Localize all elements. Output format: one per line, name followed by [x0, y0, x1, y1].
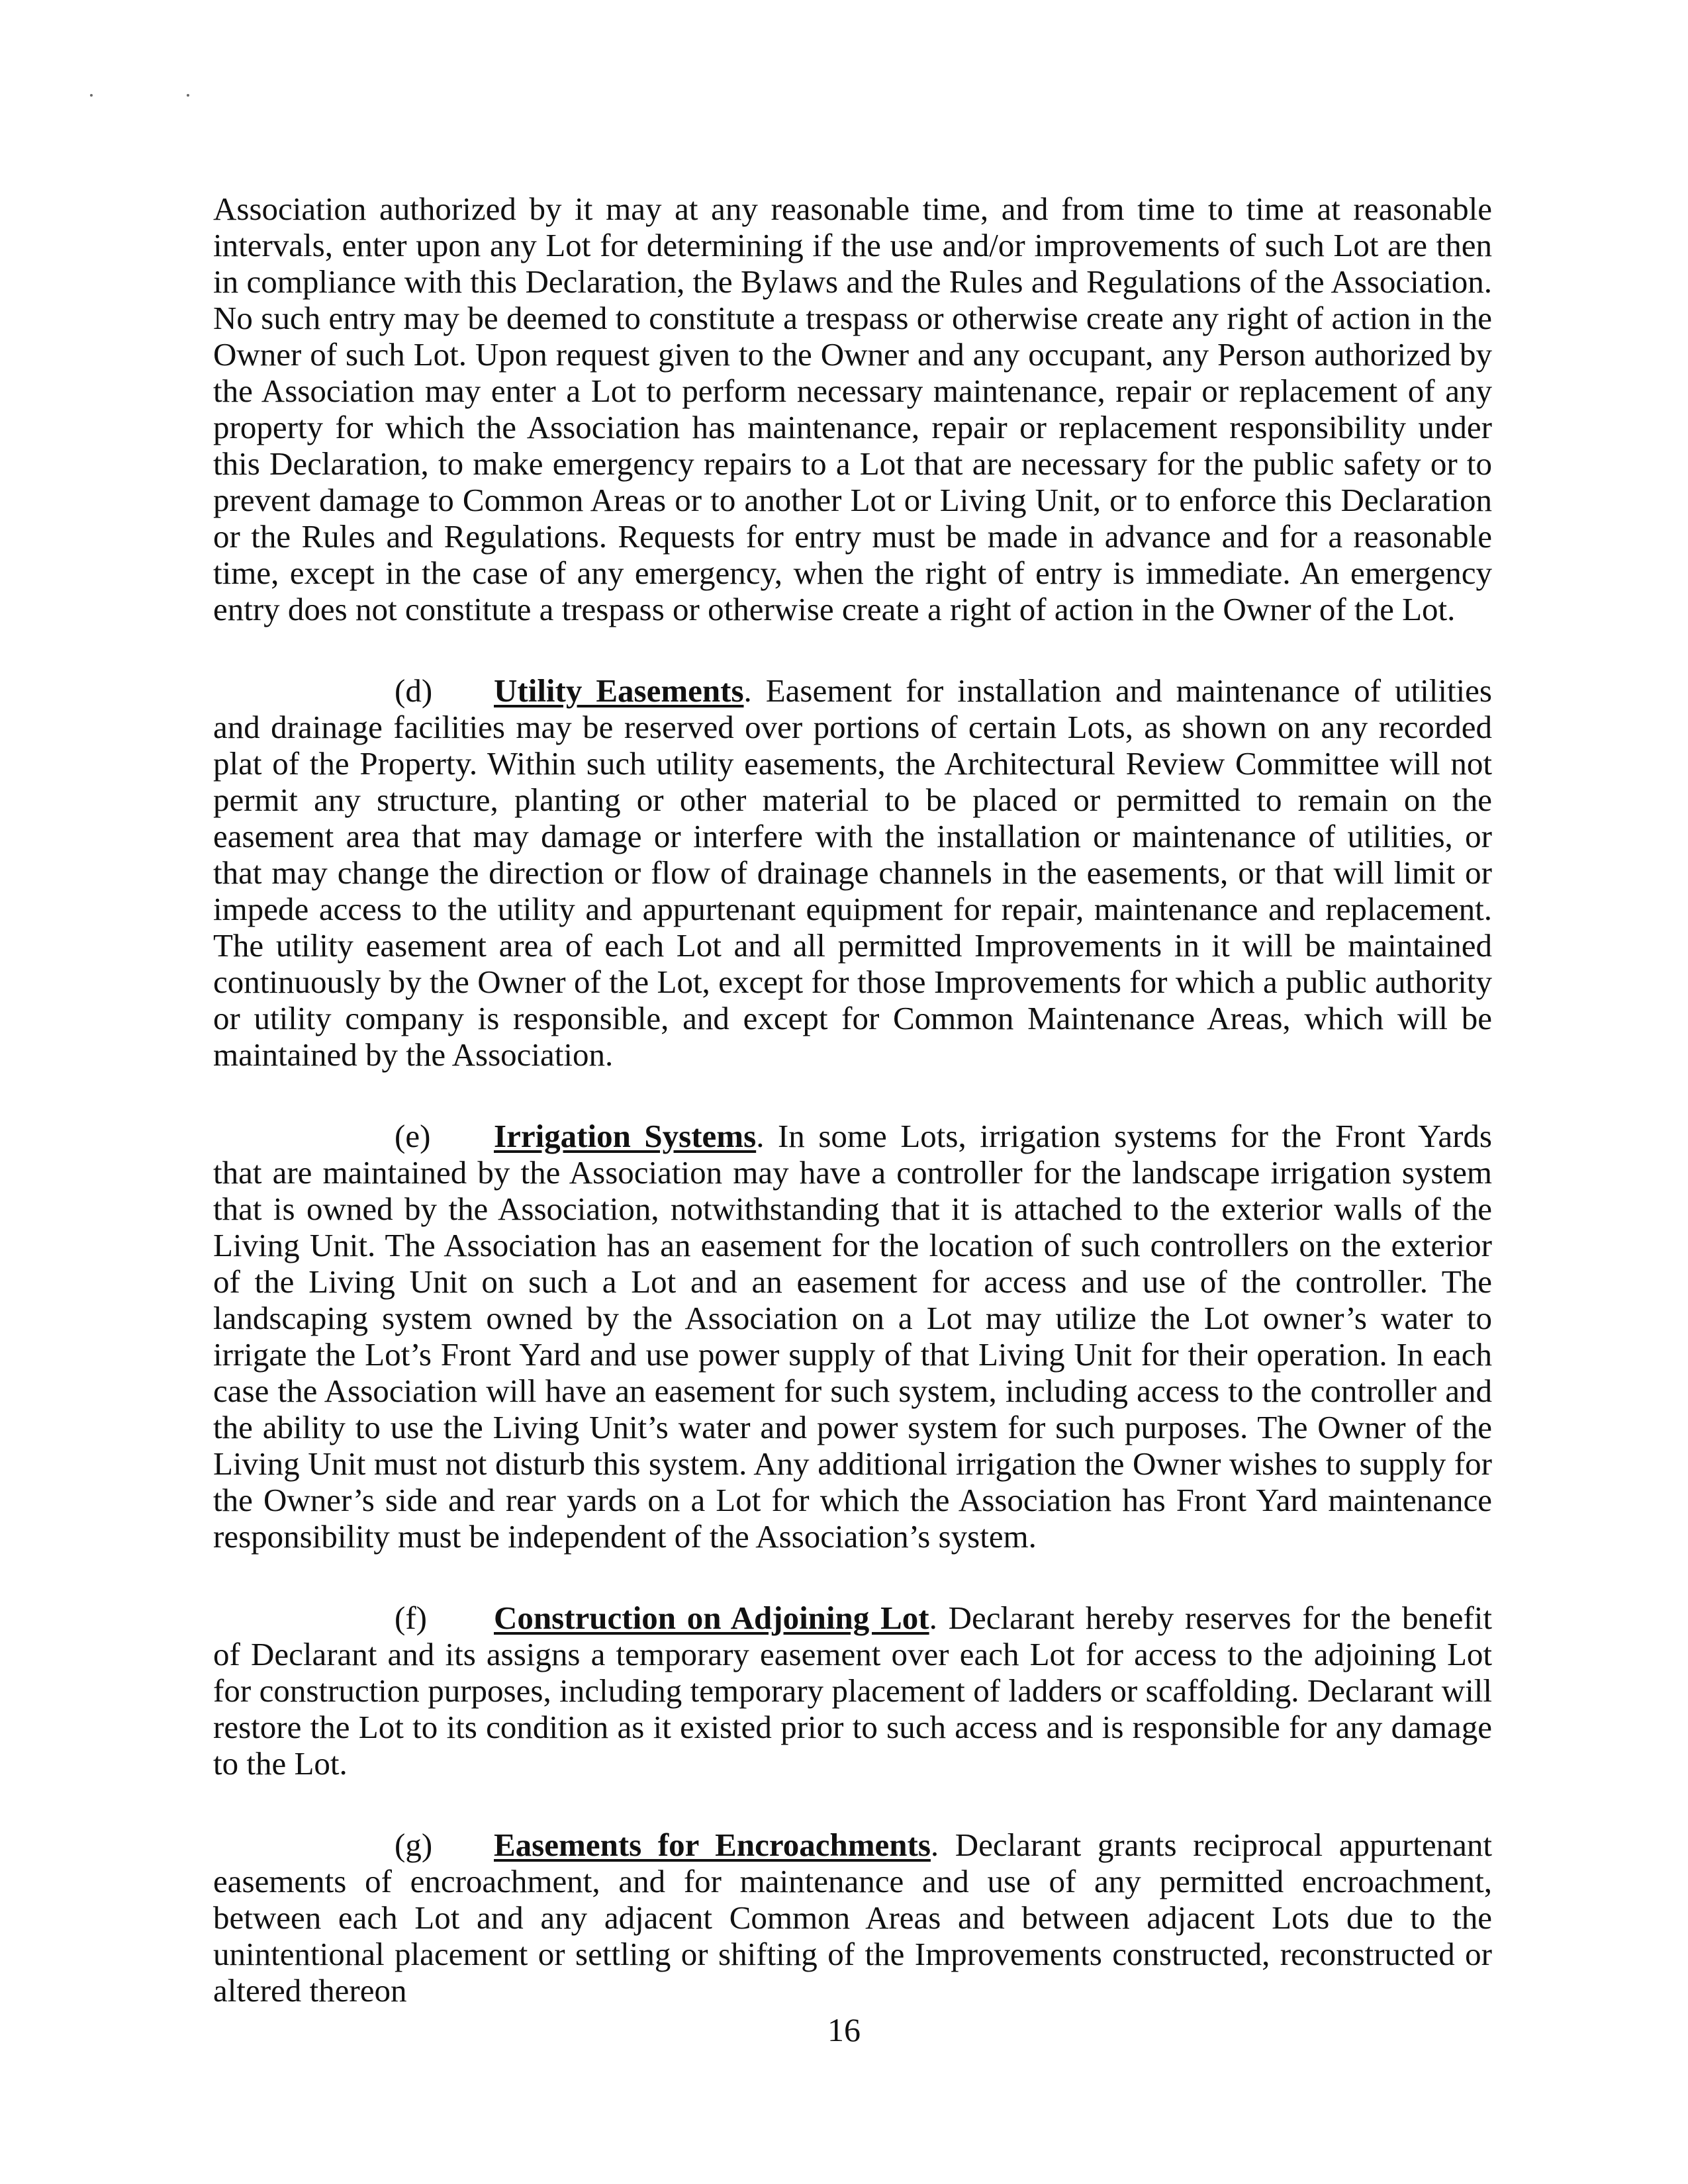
paragraph-association-entry — [213, 191, 1492, 627]
page-number: 16 — [827, 2011, 861, 2048]
section-heading: Construction on Adjoining Lot — [494, 1600, 929, 1636]
paragraph-easements-encroachments — [213, 1827, 1492, 2009]
paragraph-text: . In some Lots, irrigation systems for the Front Yards that are maintained by the Association may have a controller for the landscape irrigation system that is owned by the Association, notwithstanding that it is attached to the exterior walls of the Living Unit. The Association has an easement for the location of such controllers on the exterior of the Living Unit on such a Lot and an easement for access and use of the controller. The landscaping system owned by the Association on a Lot may utilize the Lot owner’s water to irrigate the Lot’s Front Yard and use power supply of that Living Unit for their operation. In each case the Association will have an easement for such system, including access to the controller and the ability to use the Living Unit’s water and power system for such purposes. The Owner of the Living Unit must not disturb this system. Any additional irrigation the Owner wishes to supply for the Owner’s side and rear yards on a Lot for which the Association has Front Yard maintenance responsibility must be independent of the Association’s system. — [213, 1118, 1492, 1555]
paragraph-text: . Declarant hereby reserves for the benefit of Declarant and its assigns a temporary easement over each Lot for access to the adjoining Lot for construction purposes, including temporary placement of ladders or scaffolding. Declarant will restore the Lot to its condition as it existed prior to such access and is responsible for any damage to the Lot. — [213, 1600, 1492, 1782]
document-body — [213, 191, 1492, 2054]
section-marker: (e) — [395, 1118, 431, 1154]
section-marker: (d) — [395, 672, 433, 709]
paragraph-text: . Declarant grants reciprocal appurtenant easements of encroachment, and for maintenance and use of any permitted encroachment, between each Lot and any adjacent Common Areas and between adjacent Lots due to the unintentional placement or settling or shifting of the Improvements constructed, reconstructed or altered thereon — [213, 1827, 1492, 2009]
paragraph-text: . Easement for installation and maintenance of utilities and drainage facilities may be reserved over portions of certain Lots, as shown on any recorded plat of the Property. Within such utility easements, the Architectural Review Committee will not permit any structure, planting or other material to be placed or permitted to remain on the easement area that may damage or interfere with the installation or maintenance of utilities, or that may change the direction or flow of drainage channels in the easements, or that will limit or impede access to the utility and appurtenant equipment for repair, maintenance and replacement. The utility easement area of each Lot and all permitted Improvements in it will be maintained continuously by the Owner of the Lot, except for those Improvements for which a public authority or utility company is responsible, and except for Common Maintenance Areas, which will be maintained by the Association. — [213, 672, 1492, 1073]
section-heading: Easements for Encroachments — [494, 1827, 931, 1863]
section-heading: Irrigation Systems — [494, 1118, 757, 1154]
scan-dot-left — [90, 94, 93, 97]
section-marker: (g) — [395, 1827, 433, 1863]
section-marker: (f) — [395, 1600, 427, 1636]
paragraph-utility-easements — [213, 672, 1492, 1073]
section-heading: Utility Easements — [494, 672, 744, 709]
paragraph-text: Association authorized by it may at any reasonable time, and from time to time at reasonable intervals, enter upon any Lot for determining if the use and/or improvements of such Lot are then in compliance with this Declaration, the Bylaws and the Rules and Regulations of the Association. No such entry may be deemed to constitute a trespass or otherwise create any right of action in the Owner of such Lot. Upon request given to the Owner and any occupant, any Person authorized by the Association may enter a Lot to perform necessary maintenance, repair or replacement of any property for which the Association has maintenance, repair or replacement responsibility under this Declaration, to make emergency repairs to a Lot that are necessary for the public safety or to prevent damage to Common Areas or to another Lot or Living Unit, or to enforce this Declaration or the Rules and Regulations. Requests for entry must be made in advance and for a reasonable time, except in the case of any emergency, when the right of entry is immediate. An emergency entry does not constitute a trespass or otherwise create a right of action in the Owner of the Lot. — [213, 191, 1492, 627]
paragraph-irrigation-systems — [213, 1118, 1492, 1555]
paragraph-construction-adjoining-lot — [213, 1600, 1492, 1782]
scan-dot-right — [187, 94, 189, 97]
